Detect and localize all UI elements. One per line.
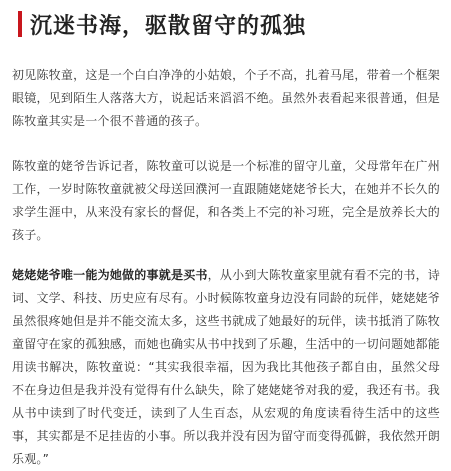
- paragraph-1-text: 初见陈牧童，这是一个白白净净的小姑娘，个子不高，扎着马尾，带着一个框架眼镜，见到陌生人落落大方，说起话来滔滔不绝。虽然外表看起来很普通，但是陈牧童其实是一个很不普通的孩子。: [12, 68, 440, 128]
- heading-accent-bar: [18, 11, 22, 37]
- article-paragraph-2: [12, 155, 440, 247]
- article-heading: [18, 8, 306, 40]
- heading-title: 沉迷书海，驱散留守的孤独: [30, 12, 307, 39]
- paragraph-2-text: 陈牧童的姥爷告诉记者，陈牧童可以说是一个标准的留守儿童，父母常年在广州工作，一岁时陈牧童就被父母送回濮河一直跟随姥姥姥爷长大，在她并不长久的求学生涯中，从来没有家长的督促，和各类上不完的补习班，完全是放养长大的孩子。: [12, 159, 440, 242]
- article-paragraph-1: [12, 64, 440, 133]
- paragraph-3-lead: 姥姥姥爷唯一能为她做的事就是买书: [12, 268, 208, 282]
- paragraph-3-text: ，从小到大陈牧童家里就有看不完的书，诗词、文学、科技、历史应有尽有。小时候陈牧童身边没有同龄的玩伴，姥姥姥爷虽然很疼她但是并不能交流太多，这些书就成了她最好的玩伴，读书抵消了陈牧童留守在家的孤独感，而她也确实从书中找到了乐趣，生活中的一切问题她都能用读书解决，陈牧童说：“其实我很幸福，因为我比其他孩子都自由，虽然父母不在身边但是我并没有觉得有什么缺失，除了姥姥姥爷对我的爱，我还有书。我从书中读到了时代变迁，读到了人生百态，从宏观的角度读看待生活中的这些事，其实都是不足挂齿的小事。所以我并没有因为留守而变得孤僻，我依然开朗乐观。”: [12, 268, 440, 466]
- article-paragraph-3: [12, 264, 440, 471]
